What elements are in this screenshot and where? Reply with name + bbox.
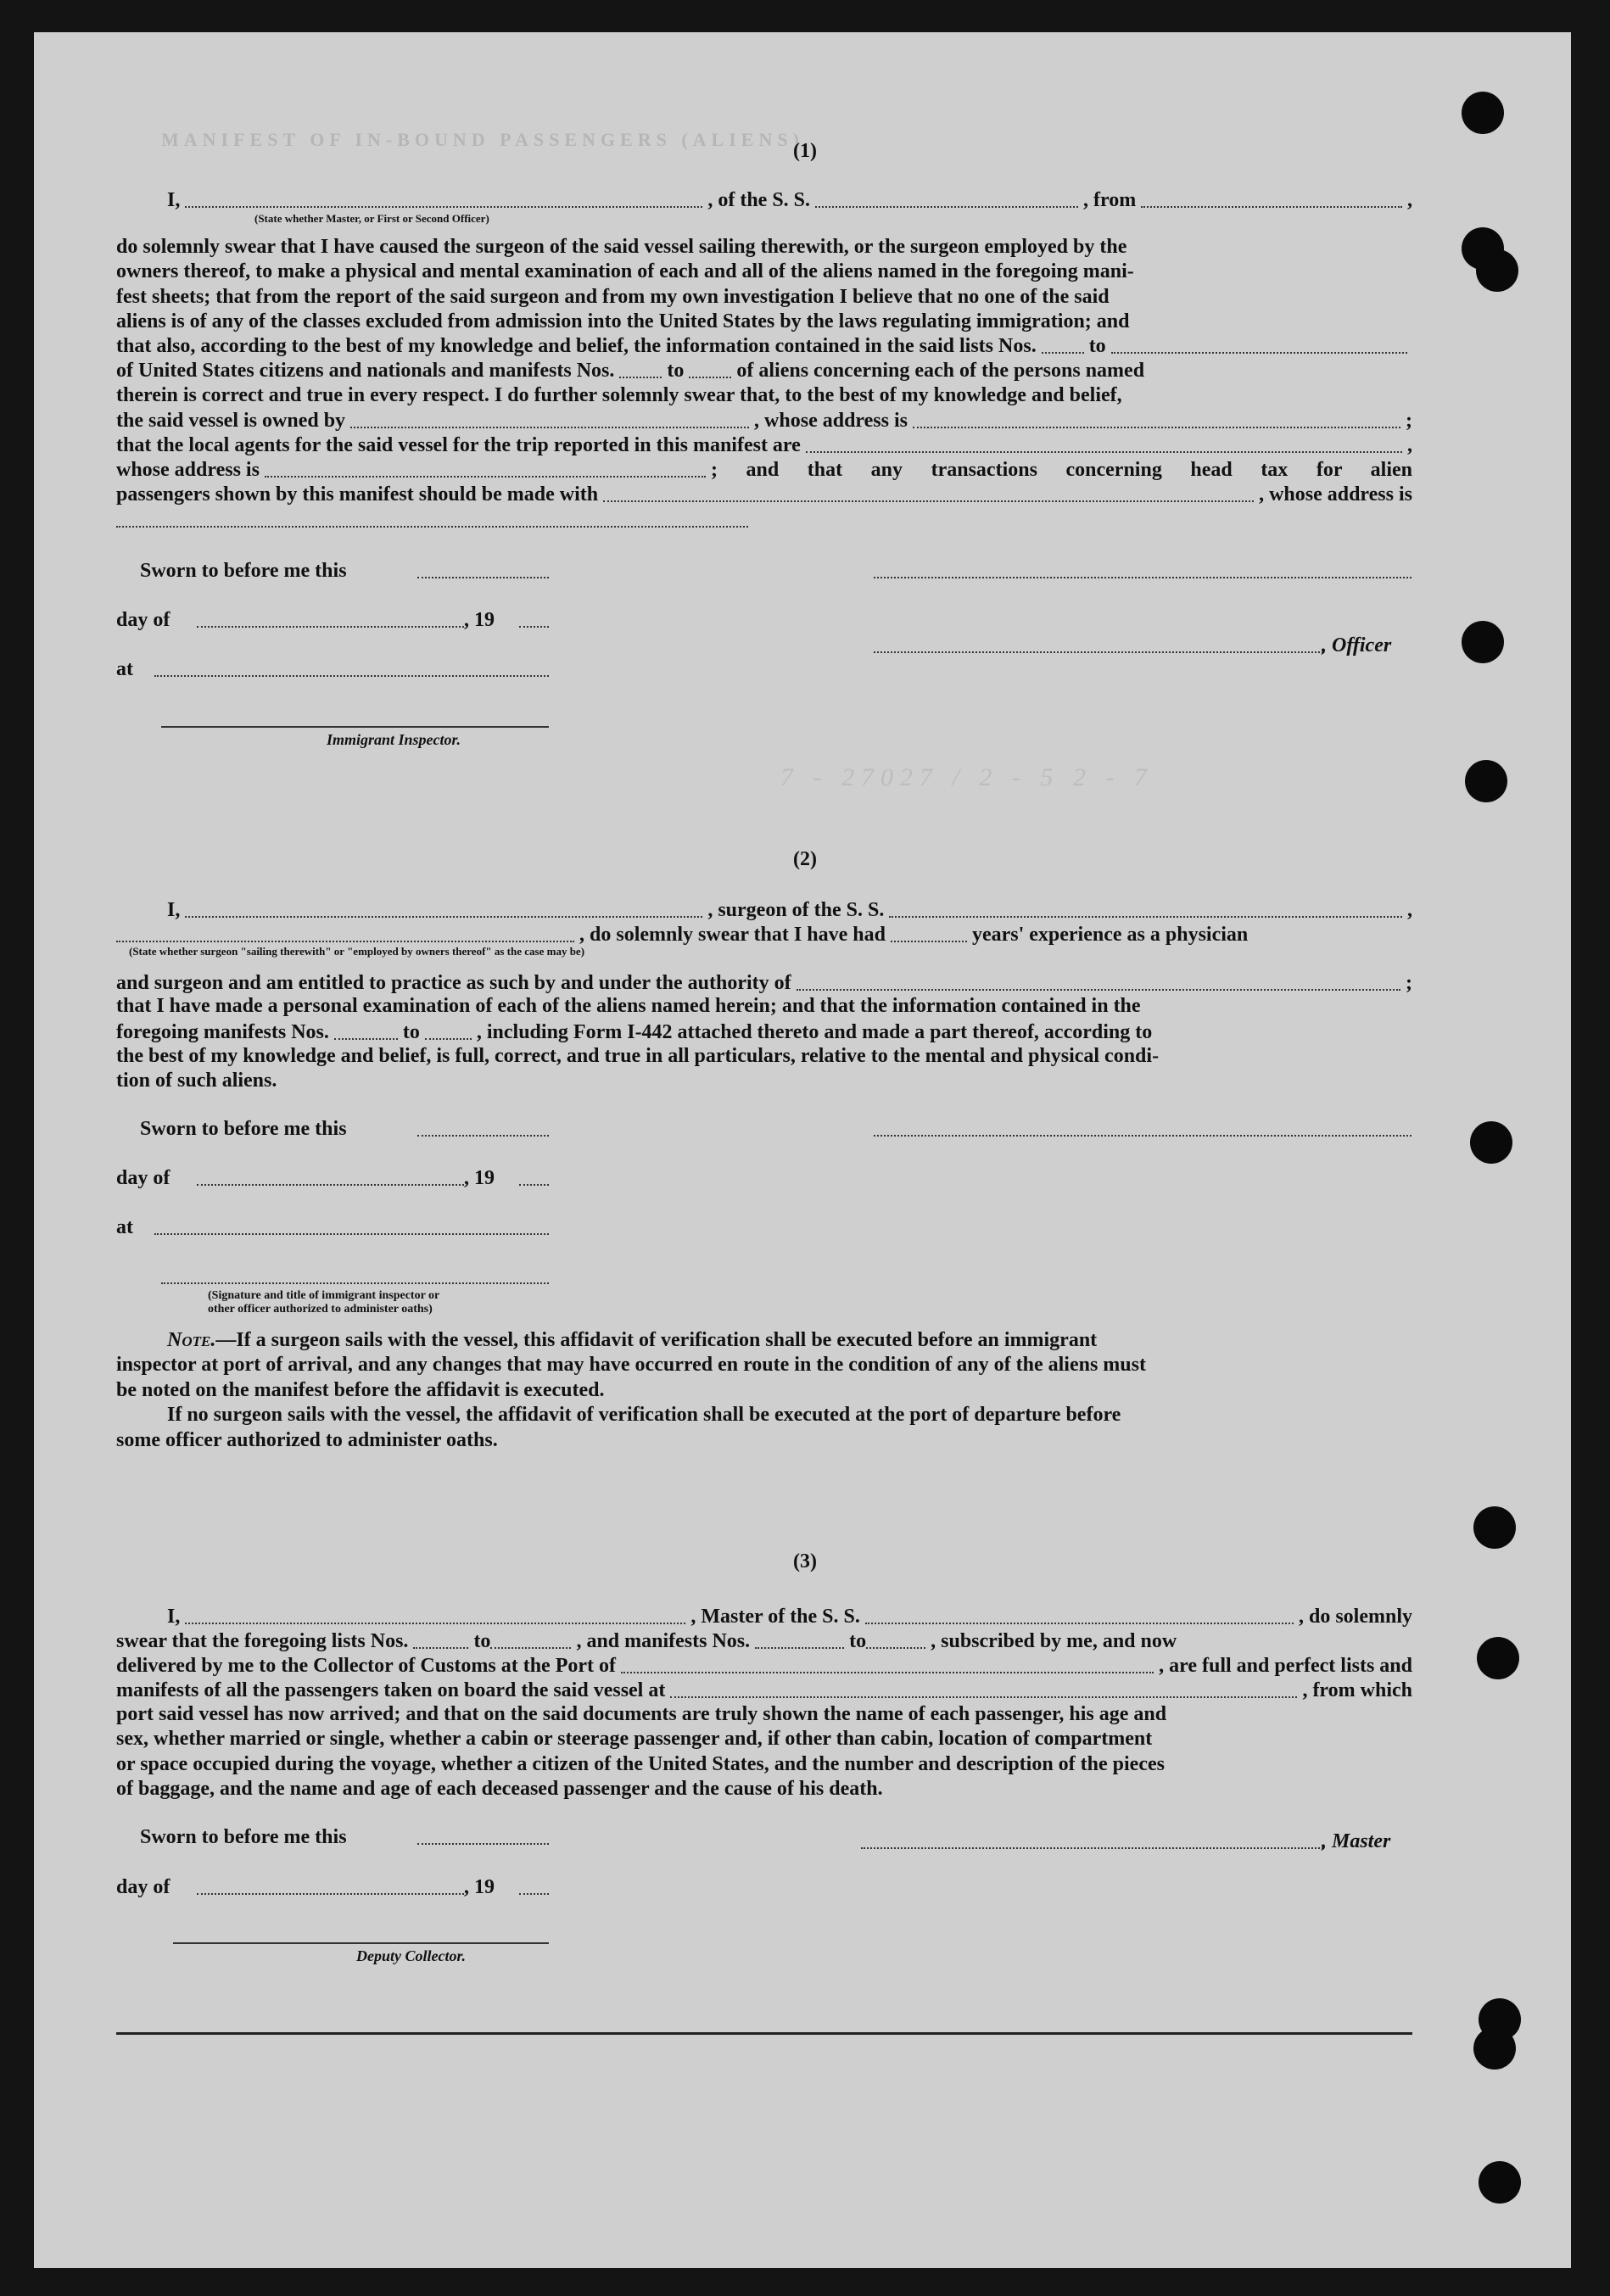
text: to [473,1630,491,1652]
text: ; [1406,410,1412,432]
officer-title-field[interactable] [874,651,1323,653]
text: , subscribed by me, and now [931,1630,1177,1652]
year-field[interactable] [519,1893,549,1895]
text-line: aliens is of any of the classes excluded from admission into the United States by the laws regulating immigration; and [116,310,1130,333]
text: swear that the foregoing lists Nos. [116,1630,409,1652]
punch-hole [1470,1121,1512,1164]
label-i: I, [167,899,181,921]
text: the said vessel is owned by [116,410,346,432]
list-no-to-field[interactable] [1111,352,1407,354]
text-line: some officer authorized to administer oaths. [116,1428,498,1451]
section-2-line-authority [116,969,1412,995]
text: foregoing manifests Nos. [116,1021,329,1043]
text-line: of baggage, and the name and age of each deceased passenger and the cause of his death. [116,1778,883,1801]
section-1-line-headtax [116,481,1412,506]
manifest-no-to-field[interactable] [425,1038,472,1040]
text: —If a surgeon sails with the vessel, this affidavit of verification shall be executed before an immigrant [215,1329,1098,1351]
text: passengers shown by this manifest should be made with [116,483,599,506]
section-1-line-owner [116,407,1412,433]
punch-hole [1473,1506,1516,1549]
at-place-field[interactable] [154,1233,549,1235]
text: of United States citizens and nationals and manifests Nos. [116,360,615,382]
day-field[interactable] [197,1893,464,1895]
master-name-field[interactable] [185,1623,685,1624]
text: , do solemnly [1298,1606,1412,1628]
surgeon-signature-field[interactable] [874,1135,1412,1137]
punch-hole [1462,621,1504,663]
section-1-line-agents [116,432,1412,457]
punch-hole [1462,92,1504,134]
text: to [402,1021,420,1043]
at-place-field[interactable] [154,675,549,677]
punch-hole [1473,2027,1516,2070]
head-tax-address-field[interactable] [116,526,748,528]
section-1-line-lists [116,332,1412,358]
deputy-caption: Deputy Collector. [356,1947,466,1964]
agent-address-field[interactable] [265,476,706,478]
sworn-date-field[interactable] [417,1135,549,1137]
year-label: , 19 [464,609,495,631]
surgeon-status-field[interactable] [116,941,574,942]
section-3-line-4 [116,1677,1412,1702]
text: , are full and perfect lists and [1159,1655,1412,1677]
section-2-line-manifests [116,1019,1412,1044]
text-line: that I have made a personal examination of each of the aliens named herein; and that the information contained in the [116,995,1141,1017]
section-3-number: (3) [793,1550,817,1573]
day-of-label: day of [116,1876,171,1898]
year-field[interactable] [519,1184,549,1186]
label-i: I, [167,189,181,211]
section-1-paragraph [116,235,1412,335]
section-2-paragraph [116,994,1412,1019]
section-2-line-1 [116,897,1412,922]
sworn-date-field[interactable] [417,1843,549,1845]
day-of-label: day of [116,1167,171,1189]
text-line: therein is correct and true in every respect. I do further solemnly swear that, to the best of my knowledge and belief, [116,384,1122,406]
local-agents-field[interactable] [806,451,1402,453]
inspector-signature-field[interactable] [161,1282,549,1284]
text-line: do solemnly swear that I have caused the surgeon of the said vessel sailing therewith, or the surgeon employed by the [116,236,1127,258]
year-label: , 19 [464,1876,495,1898]
inspector-caption: Immigrant Inspector. [327,731,461,748]
manifest-no-from-field[interactable] [619,377,662,378]
master-label: , Master [1322,1830,1391,1852]
text: , whose address is [1259,483,1412,506]
manifest-no-to-field[interactable] [689,377,731,378]
years-experience-field[interactable] [891,941,967,942]
text: , including Form I-442 attached thereto and made a part thereof, according to [476,1021,1153,1043]
vessel-name-field[interactable] [815,206,1078,208]
sworn-date-field[interactable] [417,577,549,578]
faint-handwriting: 7 - 27027 / 2 - 5 2 - 7 [780,763,1154,791]
text: , surgeon of the S. S. [707,899,885,921]
text: manifests of all the passengers taken on board the said vessel at [116,1679,666,1701]
comma: , [1407,899,1412,921]
note-paragraph [116,1328,1412,1453]
list-no-from-field[interactable] [413,1647,468,1649]
officer-name-field[interactable] [185,206,702,208]
text: , do solemnly swear that I have had [579,924,886,946]
text-line: inspector at port of arrival, and any changes that may have occurred en route in the condition of any of the aliens must [116,1354,1146,1377]
text-line: If no surgeon sails with the vessel, the affidavit of verification shall be executed at the port of departure before [167,1404,1121,1427]
text: that also, according to the best of my knowledge and belief, the information contained in the said lists Nos. [116,335,1037,357]
signature-caption-2: other officer authorized to administer oaths) [208,1303,433,1316]
section-1-paragraph-b [116,383,1412,408]
authority-field[interactable] [797,989,1400,991]
text-line: tion of such aliens. [116,1070,277,1092]
sworn-label: Sworn to before me this [140,560,347,582]
officer-signature-field[interactable] [874,577,1412,578]
port-embarkation-field[interactable] [670,1696,1297,1698]
section-3-paragraph [116,1702,1412,1802]
text: , Master of the S. S. [690,1606,860,1628]
text-line: sex, whether married or single, whether a cabin or steerage passenger and, if other than cabin, location of compartment [116,1728,1153,1751]
text: delivered by me to the Collector of Customs at the Port of [116,1655,616,1677]
note-label: Note. [167,1329,216,1351]
text: of aliens concerning each of the persons named [736,360,1145,382]
master-vessel-field[interactable] [865,1623,1294,1624]
list-no-to-field[interactable] [490,1647,571,1649]
bottom-rule [116,2032,1412,2035]
text-line: the best of my knowledge and belief, is full, correct, and true in all particulars, relative to the mental and physical condi- [116,1045,1160,1067]
text: , from which [1302,1679,1412,1701]
deputy-signature-line[interactable] [173,1942,549,1944]
at-label: at [116,658,133,680]
section-1-line-manifests [116,357,1412,383]
text: to [849,1630,867,1652]
label-of-ss: , of the S. S. [707,189,811,211]
text: , whose address is [754,410,908,432]
section-3-line-2 [116,1628,1412,1653]
signature-caption-1: (Signature and title of immigrant inspector or [208,1289,440,1302]
label-i: I, [167,1606,181,1628]
head-tax-contact-field[interactable] [603,500,1254,502]
text-line: be noted on the manifest before the affidavit is executed. [116,1378,605,1401]
label-from: , from [1083,189,1137,211]
text: , and manifests Nos. [576,1630,751,1652]
text: that the local agents for the said vessel for the trip reported in this manifest are [116,434,801,456]
sworn-label: Sworn to before me this [140,1118,347,1140]
section-1-number: (1) [793,140,817,162]
inspector-signature-line[interactable] [161,726,549,728]
punch-hole [1476,249,1518,292]
caption-officer: (State whether Master, or First or Second Officer) [254,212,489,225]
year-field[interactable] [519,626,549,628]
manifest-no-from-field[interactable] [755,1647,844,1649]
punch-hole [1479,2161,1521,2204]
faint-header: MANIFEST OF IN-BOUND PASSENGERS (ALIENS) [161,129,804,150]
comma: , [1407,189,1412,211]
text: to [1088,335,1106,357]
text: ; [1406,972,1412,994]
manifest-no-from-field[interactable] [334,1038,398,1040]
surgeon-name-field[interactable] [185,916,702,918]
day-field[interactable] [197,626,464,628]
day-field[interactable] [197,1184,464,1186]
section-2-paragraph-b [116,1044,1412,1094]
manifest-no-to-field[interactable] [866,1647,925,1649]
text: years' experience as a physician [971,924,1249,946]
text: to [667,360,685,382]
text-line: or space occupied during the voyage, whether a citizen of the United States, and the number and description of the pieces [116,1752,1165,1775]
text: whose address is [116,459,260,481]
section-3-line-3 [116,1652,1412,1678]
text-line: port said vessel has now arrived; and that on the said documents are truly shown the name of each passenger, his age and [116,1703,1167,1725]
text: ; and that any transactions concerning head tax for alien [710,459,1412,481]
day-of-label: day of [116,609,171,631]
text-line: owners thereof, to make a physical and mental examination of each and all of the aliens named in the foregoing mani- [116,260,1134,283]
section-1-line-1 [116,187,1412,212]
section-2-line-2 [116,921,1412,947]
port-from-field[interactable] [1141,206,1402,208]
list-no-from-field[interactable] [1042,352,1084,354]
section-1-line-agent-address [116,456,1412,482]
text-line: fest sheets; that from the report of the said surgeon and from my own investigation I believe that no one of the said [116,285,1110,308]
officer-label: , Officer [1322,634,1392,656]
section-2-number: (2) [793,848,817,870]
punch-hole [1477,1637,1519,1679]
text: and surgeon and am entitled to practice as such by and under the authority of [116,972,791,994]
master-signature-field[interactable] [861,1847,1323,1849]
owner-address-field[interactable] [913,427,1400,428]
owner-field[interactable] [350,427,749,428]
text: , [1407,434,1412,456]
punch-hole [1465,760,1507,802]
caption-surgeon: (State whether surgeon "sailing therewith" or "employed by owners thereof" as the case may be) [129,945,585,958]
at-label: at [116,1216,133,1238]
year-label: , 19 [464,1167,495,1189]
section-3-line-1 [116,1603,1412,1628]
port-arrival-field[interactable] [621,1672,1154,1673]
sworn-label: Sworn to before me this [140,1826,347,1848]
surgeon-vessel-field[interactable] [889,916,1402,918]
